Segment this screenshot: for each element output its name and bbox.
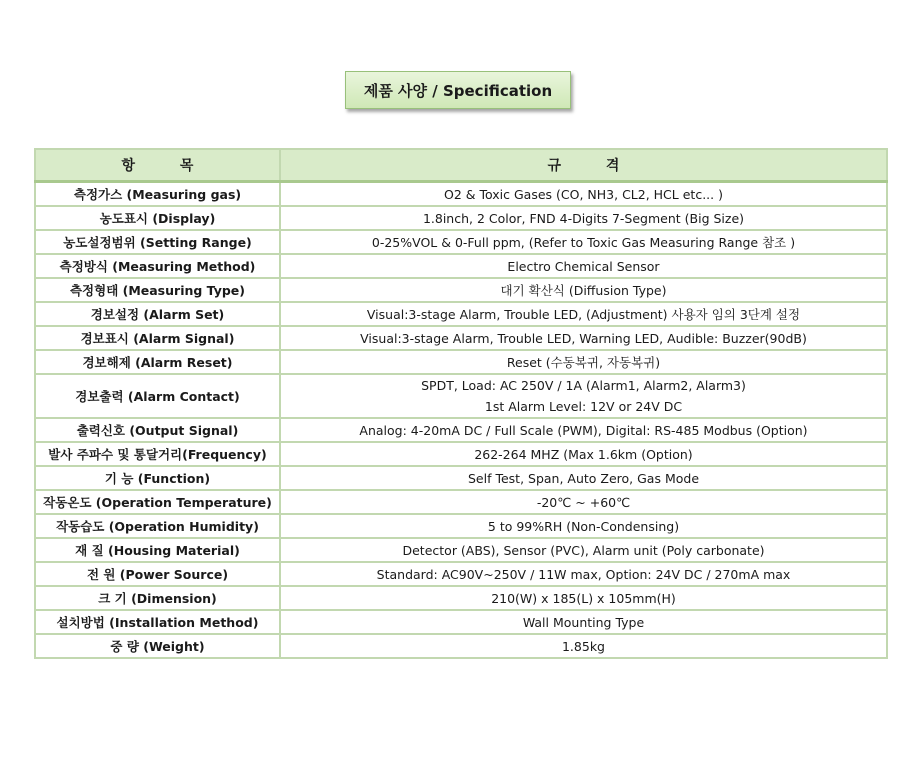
spec-value: Self Test, Span, Auto Zero, Gas Mode <box>467 470 700 486</box>
spec-item-label: 경보출력 (Alarm Contact) <box>35 374 280 418</box>
table-row <box>35 562 887 586</box>
table-body <box>35 182 887 659</box>
spec-value-cell <box>280 442 887 466</box>
spec-value-cell <box>280 182 887 207</box>
spec-item-label: 설치방법 (Installation Method) <box>35 610 280 634</box>
spec-value: 210(W) x 185(L) x 105mm(H) <box>491 590 676 606</box>
spec-item-label: 농도설정범위 (Setting Range) <box>35 230 280 254</box>
spec-item-label: 전 원 (Power Source) <box>35 562 280 586</box>
spec-value: SPDT, Load: AC 250V / 1A (Alarm1, Alarm2, Alarm3) <box>421 378 746 393</box>
spec-value: Wall Mounting Type <box>522 614 645 630</box>
spec-item-label: 발사 주파수 및 통달거리(Frequency) <box>35 442 280 466</box>
spec-value: 1.8inch, 2 Color, FND 4-Digits 7-Segment (Big Size) <box>422 210 745 226</box>
spec-value-cell <box>280 514 887 538</box>
spec-value: Visual:3-stage Alarm, Trouble LED, Warning LED, Audible: Buzzer(90dB) <box>360 330 807 346</box>
spec-item-label: 작동습도 (Operation Humidity) <box>35 514 280 538</box>
spec-value-cell <box>280 610 887 634</box>
spec-value: Reset (수동복귀, 자동복귀) <box>506 354 661 370</box>
spec-value-cell <box>280 418 887 442</box>
specification-table <box>34 148 888 659</box>
spec-value-cell <box>280 562 887 586</box>
spec-value: 262-264 MHZ (Max 1.6km (Option) <box>474 446 693 462</box>
spec-value: 1st Alarm Level: 12V or 24V DC <box>484 399 683 414</box>
spec-value-cell <box>280 350 887 374</box>
spec-value-cell <box>280 466 887 490</box>
page-title <box>345 71 571 109</box>
spec-item-label: 작동온도 (Operation Temperature) <box>35 490 280 514</box>
spec-item-label: 재 질 (Housing Material) <box>35 538 280 562</box>
table-row <box>35 634 887 658</box>
spec-item-label: 경보설정 (Alarm Set) <box>35 302 280 326</box>
spec-value: 대기 확산식 (Diffusion Type) <box>500 282 667 298</box>
table-row <box>35 538 887 562</box>
spec-value-cell <box>280 326 887 350</box>
spec-value: Analog: 4-20mA DC / Full Scale (PWM), Digital: RS-485 Modbus (Option) <box>359 422 808 438</box>
spec-value-cell <box>280 278 887 302</box>
table-row <box>35 374 887 418</box>
table-row <box>35 490 887 514</box>
table-row <box>35 230 887 254</box>
spec-value-cell <box>280 254 887 278</box>
table-row <box>35 418 887 442</box>
table-row <box>35 610 887 634</box>
spec-value-cell <box>280 302 887 326</box>
table-row <box>35 466 887 490</box>
table-row <box>35 254 887 278</box>
table-row <box>35 326 887 350</box>
spec-value-cell <box>280 490 887 514</box>
spec-value: 5 to 99%RH (Non-Condensing) <box>487 518 680 534</box>
spec-item-label: 농도표시 (Display) <box>35 206 280 230</box>
table-row <box>35 350 887 374</box>
spec-value-cell <box>280 538 887 562</box>
spec-value-cell <box>280 586 887 610</box>
spec-value: Electro Chemical Sensor <box>507 258 660 274</box>
spec-value: Detector (ABS), Sensor (PVC), Alarm unit (Poly carbonate) <box>402 542 765 558</box>
table-header-row <box>35 149 887 182</box>
spec-item-label: 측정형태 (Measuring Type) <box>35 278 280 302</box>
spec-item-label: 크 기 (Dimension) <box>35 586 280 610</box>
spec-value: 1.85kg <box>561 638 605 654</box>
spec-value: Standard: AC90V~250V / 11W max, Option: 24V DC / 270mA max <box>376 566 791 582</box>
table-row <box>35 206 887 230</box>
spec-item-label: 측정가스 (Measuring gas) <box>35 182 280 207</box>
table-row <box>35 514 887 538</box>
spec-item-label: 출력신호 (Output Signal) <box>35 418 280 442</box>
spec-item-label: 측정방식 (Measuring Method) <box>35 254 280 278</box>
table-row <box>35 182 887 207</box>
spec-value-cell <box>280 206 887 230</box>
spec-value: -20℃ ~ +60℃ <box>536 494 631 510</box>
spec-item-label: 기 능 (Function) <box>35 466 280 490</box>
spec-value: Visual:3-stage Alarm, Trouble LED, (Adjustment) 사용자 임의 3단계 설정 <box>366 306 801 322</box>
spec-item-label: 중 량 (Weight) <box>35 634 280 658</box>
spec-value-cell <box>280 374 887 418</box>
spec-value-cell <box>280 230 887 254</box>
table-row <box>35 586 887 610</box>
table-row <box>35 278 887 302</box>
table-row <box>35 302 887 326</box>
spec-value-cell <box>280 634 887 658</box>
spec-item-label: 경보해제 (Alarm Reset) <box>35 350 280 374</box>
page-title-text: 제품 사양 / Specification <box>363 81 553 100</box>
header-spec: 규 격 <box>280 149 887 182</box>
spec-value: 0-25%VOL & 0-Full ppm, (Refer to Toxic Gas Measuring Range 참조 ) <box>371 234 796 250</box>
spec-value: O2 & Toxic Gases (CO, NH3, CL2, HCL etc... ) <box>444 186 723 202</box>
spec-item-label: 경보표시 (Alarm Signal) <box>35 326 280 350</box>
table-row <box>35 442 887 466</box>
header-item: 항 목 <box>35 149 280 182</box>
